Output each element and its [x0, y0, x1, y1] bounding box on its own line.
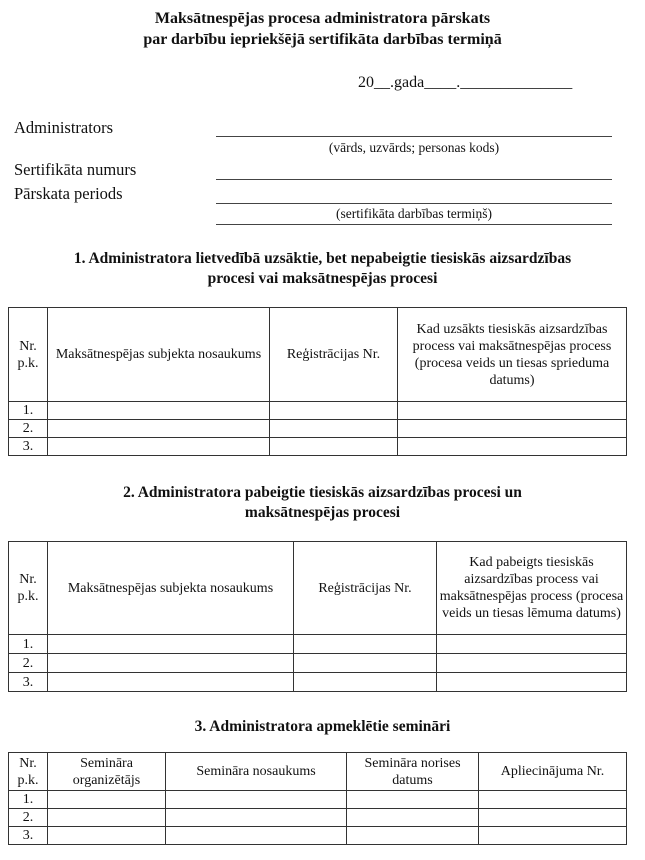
table-cell: [48, 809, 166, 827]
header-subject-name: Maksātnespējas subjekta nosaukums: [48, 542, 294, 635]
table-cell: [48, 402, 270, 420]
header-organizer: Semināra organizētājs: [48, 753, 166, 791]
section2-title: [0, 483, 645, 523]
header-process-started: Kad uzsākts tiesiskās aizsardzības process vai maksātnespējas process (procesa veids un tiesas sprieduma datums): [398, 308, 627, 402]
section1-title: [0, 249, 645, 289]
table-row: [9, 420, 627, 438]
table-cell: [398, 420, 627, 438]
header-seminar-date: Semināra norises datums: [347, 753, 479, 791]
row-number: 3.: [9, 438, 48, 456]
table-cell: [166, 809, 347, 827]
table-row: [9, 402, 627, 420]
header-subject-name: Maksātnespējas subjekta nosaukums: [48, 308, 270, 402]
table-row: [9, 827, 627, 845]
section2-table: [8, 541, 627, 692]
section3-table: [8, 752, 627, 845]
header-seminar-name: Semināra nosaukums: [166, 753, 347, 791]
row-number: 1.: [9, 791, 48, 809]
certificate-label: Sertifikāta numurs: [14, 160, 137, 179]
table-cell: [270, 420, 398, 438]
title-line-2: par darbību iepriekšējā sertifikāta darbības termiņā: [143, 31, 502, 48]
administrator-caption: (vārds, uzvārds; personas kods): [328, 140, 500, 155]
row-number: 2.: [9, 809, 48, 827]
table-cell: [347, 827, 479, 845]
table-cell: [398, 438, 627, 456]
table-cell: [48, 791, 166, 809]
table-cell: [270, 402, 398, 420]
table-cell: [48, 827, 166, 845]
header-certificate-nr: Apliecinājuma Nr.: [479, 753, 627, 791]
table-cell: [479, 791, 627, 809]
table-cell: [437, 654, 627, 673]
header-registration-nr: Reģistrācijas Nr.: [270, 308, 398, 402]
table-row: [9, 809, 627, 827]
header-registration-nr: Reģistrācijas Nr.: [294, 542, 437, 635]
section3-title: 3. Administratora apmeklētie semināri: [194, 718, 451, 735]
header-process-completed: Kad pabeigts tiesiskās aizsardzības process vai maksātnespējas process (procesa veids un tiesas lēmuma datums): [437, 542, 627, 635]
row-number: 1.: [9, 635, 48, 654]
document-title: [0, 8, 645, 50]
period-line: [216, 203, 612, 204]
row-number: 3.: [9, 673, 48, 692]
table-row: [9, 673, 627, 692]
row-number: 2.: [9, 420, 48, 438]
period-label: Pārskata periods: [14, 184, 123, 203]
header-nr: Nr. p.k.: [9, 753, 48, 791]
table-row: [9, 438, 627, 456]
table-cell: [479, 827, 627, 845]
table-cell: [270, 438, 398, 456]
table-row: [9, 654, 627, 673]
section2-title-line-1: 2. Administratora pabeigtie tiesiskās aizsardzības procesi un: [123, 484, 522, 501]
header-nr: Nr. p.k.: [9, 542, 48, 635]
table-cell: [294, 673, 437, 692]
table-cell: [48, 438, 270, 456]
table-cell: [437, 673, 627, 692]
table-cell: [347, 809, 479, 827]
administrator-line: [216, 136, 612, 137]
table-cell: [479, 809, 627, 827]
section1-title-line-2: procesi vai maksātnespējas procesi: [207, 270, 438, 287]
table-cell: [294, 635, 437, 654]
table-cell: [48, 673, 294, 692]
date-line: 20__.gada____.______________: [358, 74, 573, 91]
table-row: [9, 791, 627, 809]
table-cell: [294, 654, 437, 673]
row-number: 2.: [9, 654, 48, 673]
table-cell: [48, 635, 294, 654]
table-cell: [48, 420, 270, 438]
table-cell: [166, 827, 347, 845]
certificate-line: [216, 179, 612, 180]
table-cell: [347, 791, 479, 809]
header-nr: Nr. p.k.: [9, 308, 48, 402]
section1-table: [8, 307, 627, 456]
table-header-row: [9, 753, 627, 791]
row-number: 1.: [9, 402, 48, 420]
table-row: [9, 635, 627, 654]
section1-title-line-1: 1. Administratora lietvedībā uzsāktie, bet nepabeigtie tiesiskās aizsardzības: [73, 250, 572, 267]
period-caption-line: [216, 224, 612, 225]
administrator-label: Administrators: [14, 118, 113, 137]
title-line-1: Maksātnespējas procesa administratora pārskats: [154, 10, 491, 27]
row-number: 3.: [9, 827, 48, 845]
table-cell: [166, 791, 347, 809]
section2-title-line-2: maksātnespējas procesi: [244, 504, 401, 521]
period-caption: (sertifikāta darbības termiņš): [336, 206, 492, 221]
table-cell: [437, 635, 627, 654]
table-header-row: [9, 308, 627, 402]
table-cell: [48, 654, 294, 673]
table-cell: [398, 402, 627, 420]
table-header-row: [9, 542, 627, 635]
